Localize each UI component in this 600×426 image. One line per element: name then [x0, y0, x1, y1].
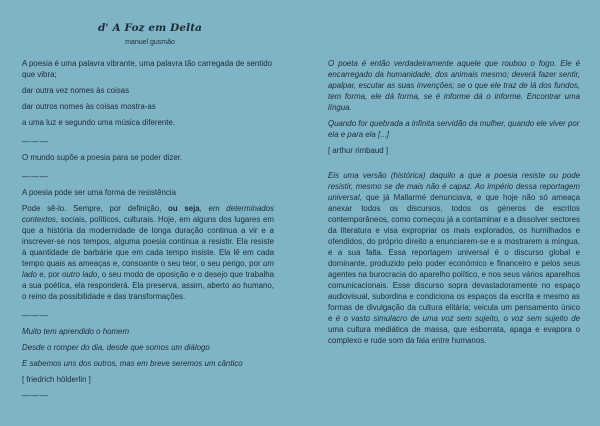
- quote-line: Muito tem aprendido o homem: [22, 327, 130, 336]
- quote-line: Desde o romper do dia, desde que somos um diálogo: [22, 343, 210, 352]
- left-text-column: [22, 58, 274, 401]
- stanza-line: dar outra vez nomes às coisas: [22, 86, 130, 95]
- resistance-heading: A poesia pode ser uma forma de resistência: [22, 188, 176, 197]
- world-line: O mundo supõe a poesia para se poder dizer.: [22, 153, 183, 162]
- poet-quote: O poeta é então verdadeiramente aquele que roubou o fogo. Ele é encarregado da humanidade, dos animais mesmo; deverá fazer sentir, apalpar, escutar as suas invenções; se o que ele traz de lá dos fundos, tem forma, ele dá forma, se é informe dá o informe. Encontrar uma língua.: [328, 59, 580, 112]
- author-name: manuel gusmão: [125, 39, 175, 46]
- woman-quote: Quando for quebrada a infinita servidão da mulher, quando ele viver por ela e para ela [...]: [328, 119, 580, 139]
- section-separator: ———: [22, 172, 49, 181]
- quote-source: [ friedrich hölderlin ]: [22, 375, 91, 384]
- quote-line: E sabemos uns dos outros, mas em breve seremos um cântico: [22, 359, 243, 368]
- right-page: [300, 0, 600, 426]
- stanza-line: A poesia é uma palavra vibrante, uma palavra tão carregada de sentido que vibra;: [22, 59, 273, 79]
- right-text-column: [328, 58, 580, 346]
- book-title: d' A Foz em Delta: [97, 22, 203, 34]
- resistance-paragraph: Pode sê-lo. Sempre, por definição, ou seja, em determinados contextos, sociais, políticos, culturais. Hoje, em alguns dos lugares em que a história da modernidade de longa duração continua a vir e a inscrever-se nos tempos, alguma poesia continua a resistir. Ela resiste à quantidade de barbárie que em cada tempo insiste. Ela lê em cada tempo quais as ameaças e, consoante o seu teor, o seu perigo, por um lado e, por outro lado, o seu modo de oposição e o desejo que trabalha a sua poética, ela responderá. Ela preserva, assim, aberto ao humano, o reino da possibilidade e das transformações.: [22, 204, 274, 301]
- stanza-line: dar outros nomes às coisas mostra-as: [22, 102, 156, 111]
- stanza-line: a uma luz e segundo uma música diferente.: [22, 118, 176, 127]
- quote-source: [ arthur rimbaud ]: [328, 146, 389, 155]
- section-separator: ———: [22, 311, 49, 320]
- resistance-essay-paragraph: Eis uma versão (histórica) daquilo a que a poesia resiste ou pode resistir, mesmo se de mais não é capaz. Ao império dessa reportagem universal, que já Mallarmé denunciava, e que hoje não só ameaça anexar todos os discursos, todos os géneros de escritos contemporâneos, como começou já a contaminar e a dissolver sectores da literatura e visa expropriar os mais explorados, os humilhados e ofendidos, do próprio direito a enunciarem-se e a mostrarem a míngua, e a sua falta. Essa reportagem universal é o discurso global e dominante, produzido pelo poder económico e financeiro e pelos seus agentes na burocracia do aparelho político, e nos seus vários aparelhos comunicacionais. Esse discurso sopra devastadoramente no espaço audiovisual, subordina e condiciona os espaços da escrita e mesmo as formas de divulgação da cultura elitária; veicula um pensamento único e é o vasto simulacro de uma voz sem sujeito, o voz sem sujeito de uma cultura mediática de massa, que esborrata, apaga e evapora o complexo e rude som da fala entre humanos.: [328, 171, 580, 345]
- section-separator: ———: [22, 137, 49, 146]
- section-separator: ———: [22, 391, 49, 400]
